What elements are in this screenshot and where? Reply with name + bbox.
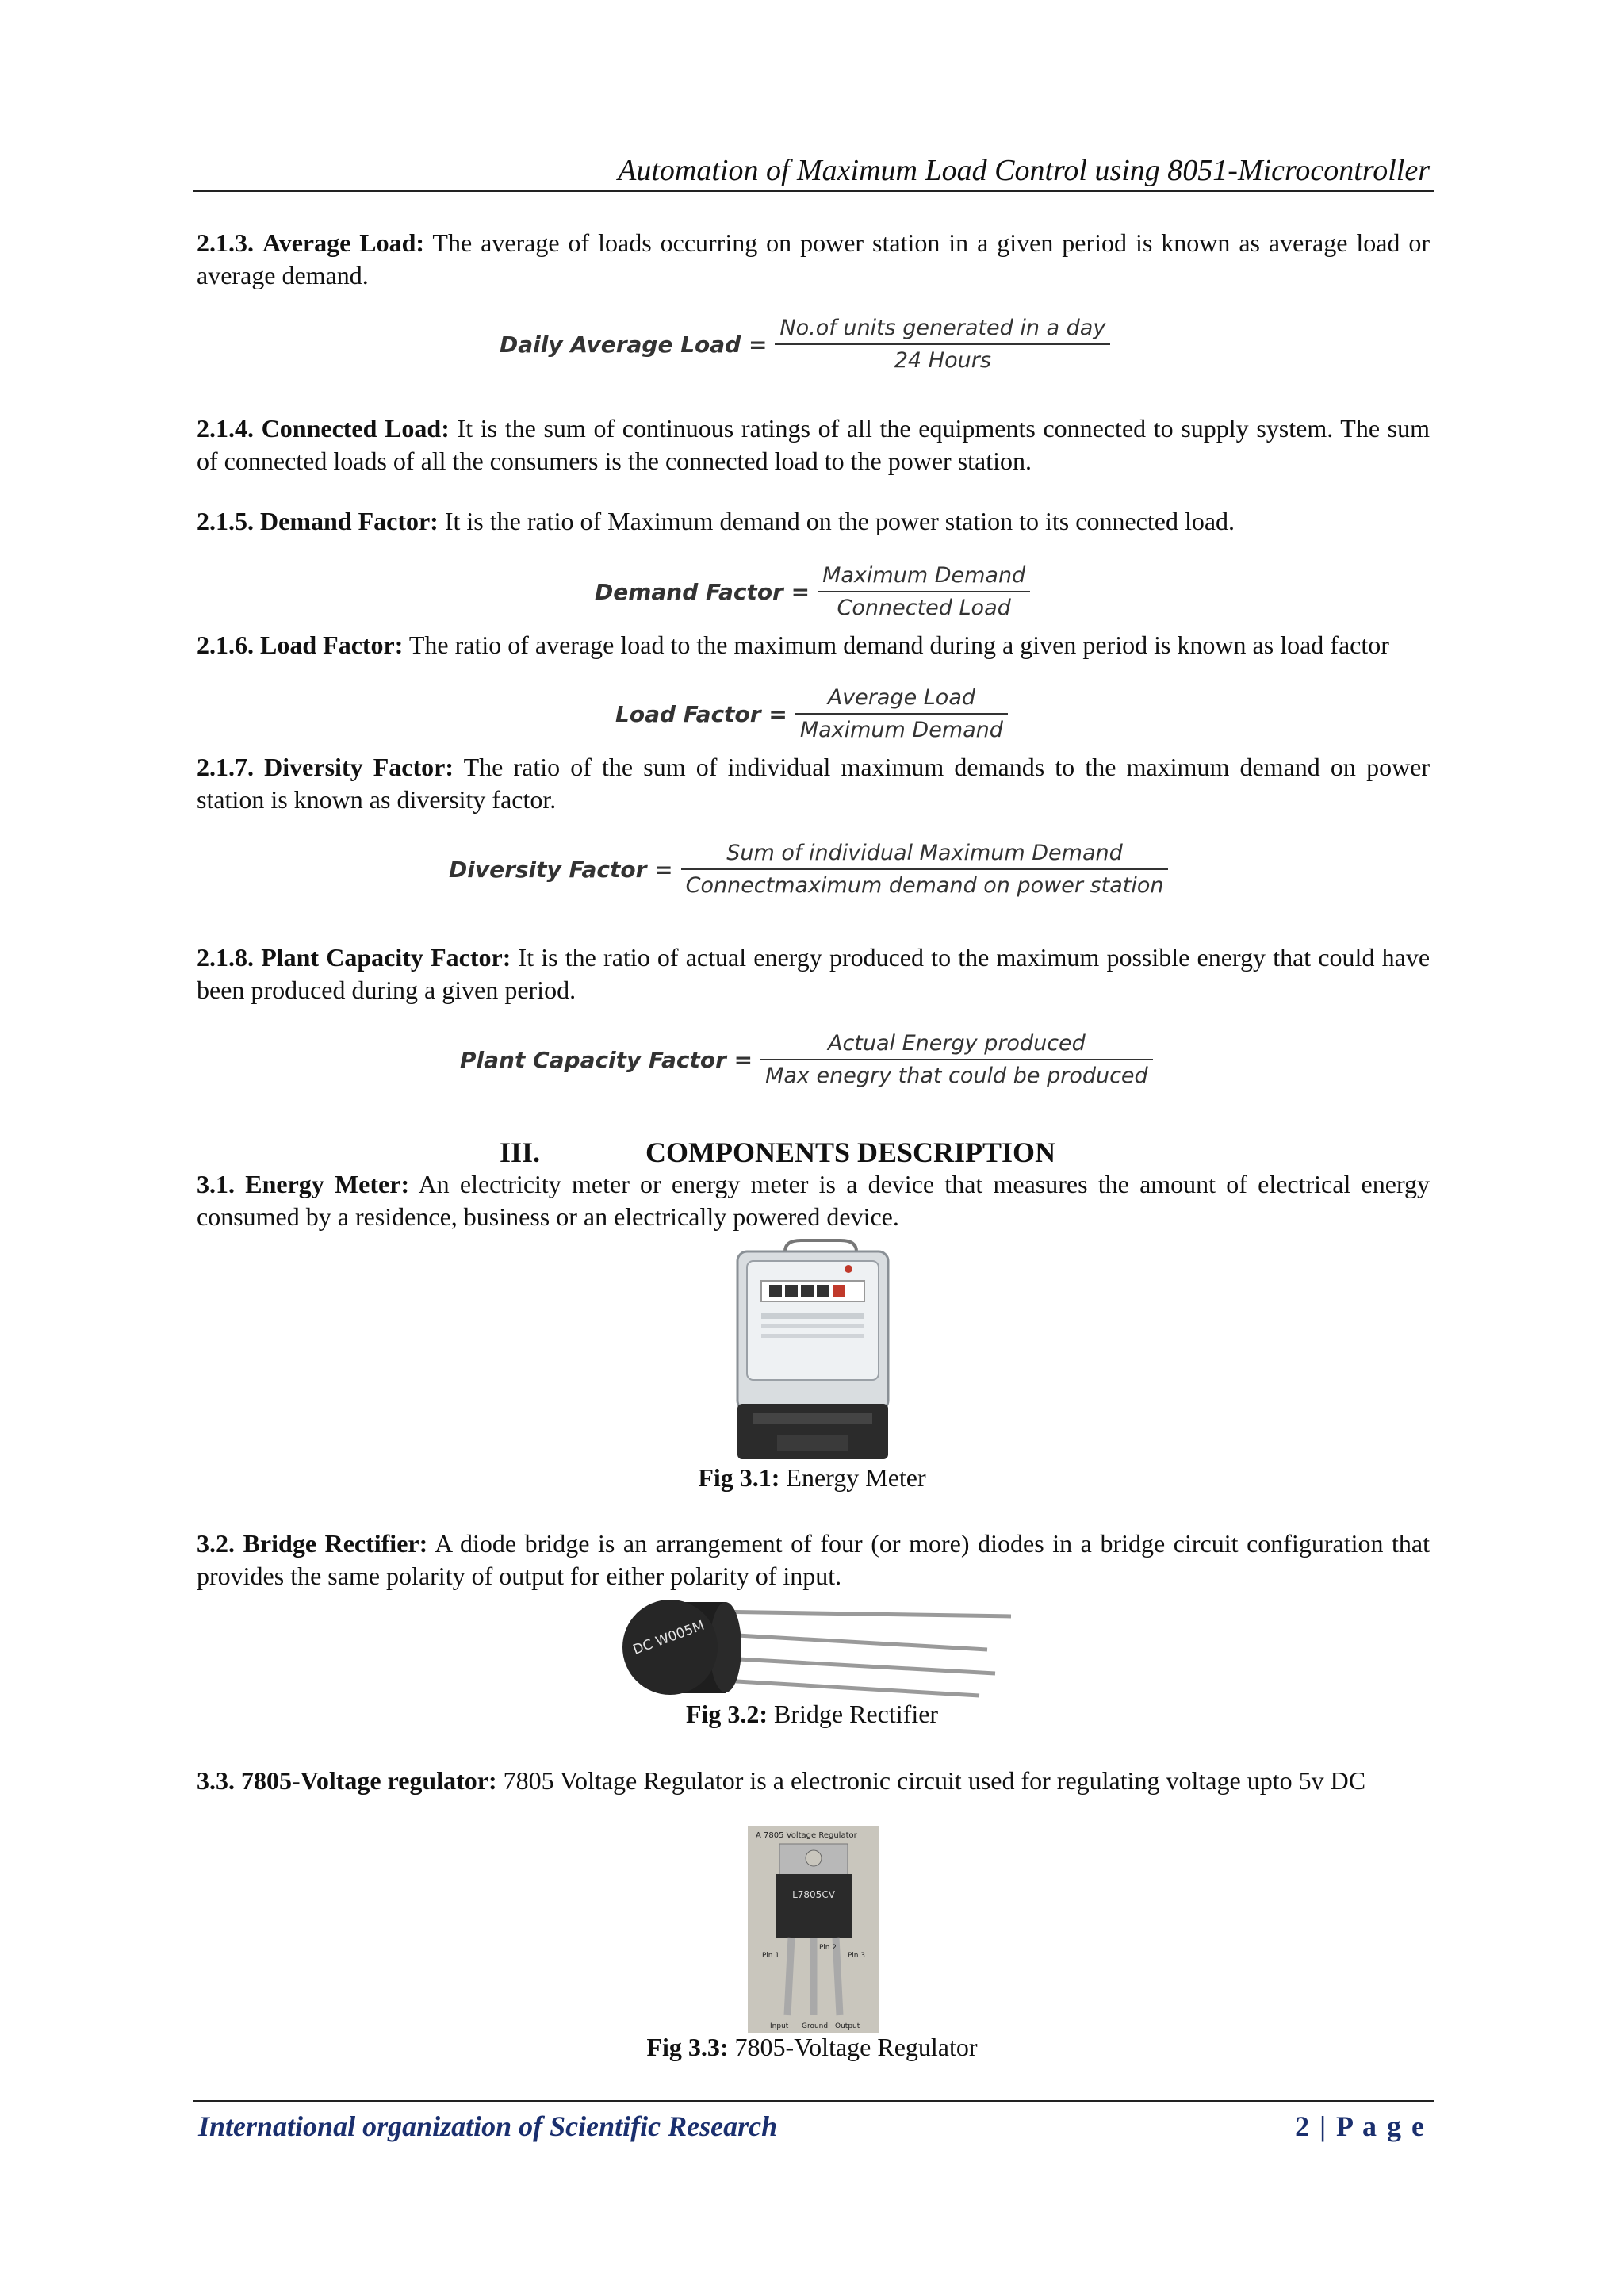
section-number: 3.2. (197, 1529, 235, 1558)
section-text: The ratio of average load to the maximum demand during a given period is known as load factor (408, 631, 1389, 659)
section-text: 7805 Voltage Regulator is a electronic circuit used for regulating voltage upto 5v DC (503, 1766, 1366, 1795)
section-heading-title: COMPONENTS DESCRIPTION (645, 1137, 1056, 1168)
figure-label: Fig 3.2: (685, 1700, 768, 1728)
header-rule (193, 190, 1434, 192)
section-text: The average of loads occurring on power station in a given period is known as average load or average demand. (197, 228, 1431, 289)
photo-label: A 7805 Voltage Regulator (756, 1831, 857, 1840)
denominator: Connected Load (837, 596, 1011, 620)
numerator: No.of units generated in a day (779, 316, 1106, 340)
figure-caption-text: Bridge Rectifier (774, 1700, 939, 1728)
formula-plant-capacity-factor (460, 1031, 1153, 1088)
footer-rule (193, 2100, 1434, 2102)
formula-lhs: Plant Capacity Factor = (460, 1046, 753, 1073)
footer-organization: International organization of Scientific Research (198, 2110, 778, 2142)
section-roman-numeral: III. (500, 1137, 541, 1168)
section-title: Bridge Rectifier: (243, 1529, 428, 1558)
pin-name-output: Output (835, 2022, 860, 2030)
section-heading (500, 1136, 1055, 1169)
denominator: Maximum Demand (799, 718, 1003, 742)
numerator: Maximum Demand (822, 563, 1026, 588)
page-number-value: 2 (1295, 2110, 1312, 2142)
section-number: 2.1.5. (197, 507, 254, 535)
section-number: 2.1.6. (197, 631, 254, 659)
pin1-label: Pin 1 (762, 1952, 780, 1960)
section-number: 2.1.4. (197, 414, 254, 443)
pin3-label: Pin 3 (848, 1952, 866, 1960)
page-number (1295, 2110, 1426, 2143)
page-word: P a g e (1336, 2110, 1426, 2142)
pin2-label: Pin 2 (819, 1944, 837, 1952)
section-title: Energy Meter: (245, 1170, 410, 1198)
paragraph-bridge-rectifier (197, 1527, 1430, 1593)
paragraph-demand-factor (197, 505, 1430, 538)
denominator: 24 Hours (894, 348, 991, 373)
fraction (760, 1031, 1153, 1088)
paragraph-voltage-regulator (197, 1765, 1430, 1797)
fraction (795, 685, 1008, 742)
formula-daily-average-load (500, 316, 1110, 373)
figure-caption-3-3 (0, 2033, 1624, 2062)
section-text: It is the ratio of actual energy produced to the maximum possible energy that could have been produced during a given period. (197, 943, 1431, 1004)
fraction (818, 563, 1030, 620)
formula-lhs: Diversity Factor = (449, 856, 673, 883)
section-text: An electricity meter or energy meter is a device that measures the amount of electrical energy consumed by a residence, business or an electrically powered device. (197, 1170, 1431, 1231)
section-title: Demand Factor: (260, 507, 439, 535)
paragraph-connected-load (197, 412, 1430, 477)
formula-load-factor (615, 685, 1008, 742)
figure-caption-3-1 (0, 1463, 1624, 1493)
formula-lhs: Demand Factor = (595, 578, 810, 605)
voltage-regulator-image (748, 1826, 879, 2033)
section-number: 3.3. (197, 1766, 235, 1795)
section-title: Load Factor: (260, 631, 404, 659)
figure-label: Fig 3.3: (646, 2033, 729, 2061)
section-title: 7805-Voltage regulator: (241, 1766, 497, 1795)
numerator: Average Load (827, 685, 976, 710)
device-marking: DC W005M (630, 1617, 707, 1658)
denominator: Connectmaximum demand on power station (685, 873, 1164, 898)
section-title: Average Load: (262, 228, 425, 257)
formula-demand-factor (595, 563, 1030, 620)
page-separator: | (1311, 2110, 1337, 2142)
figure-caption-3-2 (0, 1700, 1624, 1729)
section-text: A diode bridge is an arrangement of four (or more) diodes in a bridge circuit configuration that provides the same polarity of output for either polarity of input. (197, 1529, 1431, 1590)
figure-label: Fig 3.1: (698, 1463, 780, 1492)
section-number: 2.1.8. (197, 943, 254, 972)
paragraph-load-factor (197, 629, 1430, 661)
pin-name-ground: Ground (802, 2022, 829, 2030)
paragraph-plant-capacity-factor (197, 941, 1430, 1006)
bridge-rectifier-image (615, 1594, 1019, 1705)
paragraph-diversity-factor (197, 751, 1430, 816)
running-header: Automation of Maximum Load Control using 8051-Microcontroller (618, 154, 1430, 187)
section-text: It is the sum of continuous ratings of all the equipments connected to supply system. The sum of connected loads of all the consumers is the connected load to the power station. (197, 414, 1431, 475)
section-number: 3.1. (197, 1170, 235, 1198)
fraction (775, 316, 1110, 373)
section-title: Plant Capacity Factor: (261, 943, 511, 972)
figure-caption-text: Energy Meter (786, 1463, 926, 1492)
denominator: Max enegry that could be produced (765, 1064, 1148, 1088)
numerator: Actual Energy produced (827, 1031, 1086, 1056)
formula-lhs: Load Factor = (615, 700, 787, 727)
pin-name-input: Input (770, 2022, 789, 2030)
section-title: Connected Load: (261, 414, 450, 443)
section-text: The ratio of the sum of individual maximum demands to the maximum demand on power station is known as diversity factor. (197, 753, 1431, 814)
section-number: 2.1.3. (197, 228, 254, 257)
figure-caption-text: 7805-Voltage Regulator (734, 2033, 978, 2061)
section-text: It is the ratio of Maximum demand on the power station to its connected load. (444, 507, 1235, 535)
paragraph-average-load (197, 227, 1430, 292)
energy-meter-image (730, 1237, 900, 1463)
formula-lhs: Daily Average Load = (500, 331, 768, 358)
numerator: Sum of individual Maximum Demand (726, 841, 1123, 865)
paragraph-energy-meter (197, 1168, 1430, 1233)
section-number: 2.1.7. (197, 753, 254, 781)
part-marking: L7805CV (792, 1889, 835, 1900)
fraction (681, 841, 1169, 898)
formula-diversity-factor (449, 841, 1168, 898)
section-title: Diversity Factor: (264, 753, 454, 781)
